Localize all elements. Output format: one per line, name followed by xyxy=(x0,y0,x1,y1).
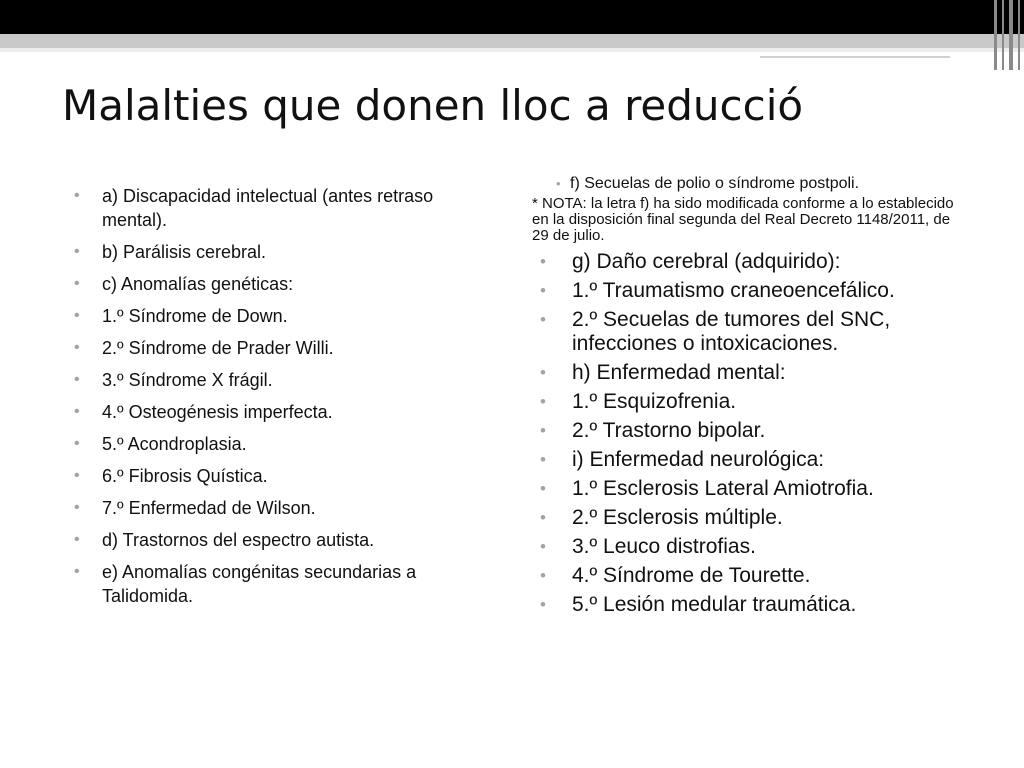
bullet-icon: • xyxy=(540,508,546,527)
list-item-text: 7.º Enfermedad de Wilson. xyxy=(102,498,316,518)
list-item-text: c) Anomalías genéticas: xyxy=(102,274,294,294)
bullet-icon: • xyxy=(74,243,80,260)
bullet-icon: • xyxy=(540,566,546,585)
list-item-text: 4.º Osteogénesis imperfecta. xyxy=(102,402,333,422)
bullet-icon: • xyxy=(74,307,80,324)
bullet-icon: • xyxy=(74,435,80,452)
list-item-text: 1.º Esquizofrenia. xyxy=(572,390,737,413)
bullet-icon: • xyxy=(74,275,80,292)
list-item-text: 5.º Lesión medular traumática. xyxy=(572,593,857,616)
list-item xyxy=(532,535,972,559)
list-item xyxy=(74,272,474,296)
list-item xyxy=(532,593,972,617)
list-item-text: 1.º Síndrome de Down. xyxy=(102,306,288,326)
list-item-text: b) Parálisis cerebral. xyxy=(102,242,267,262)
top-grey-bar xyxy=(0,34,1024,48)
bullet-icon: • xyxy=(540,363,546,382)
list-item-text: 2.º Trastorno bipolar. xyxy=(572,419,766,442)
bullet-icon: • xyxy=(540,537,546,556)
list-item-text: 3.º Síndrome X frágil. xyxy=(102,370,273,390)
bullet-icon: • xyxy=(74,499,80,516)
list-item-text: h) Enfermedad mental: xyxy=(572,361,786,384)
bullet-icon: • xyxy=(74,187,80,204)
list-item xyxy=(74,464,474,488)
bullet-icon: • xyxy=(540,281,546,300)
list-item-text: i) Enfermedad neurológica: xyxy=(572,448,825,471)
list-item xyxy=(532,279,972,303)
slide-title: Malalties que donen lloc a reducció xyxy=(62,81,804,130)
bullet-icon: • xyxy=(540,252,546,271)
bullet-icon: • xyxy=(556,176,561,191)
list-item xyxy=(74,400,474,424)
list-item-text: 4.º Síndrome de Tourette. xyxy=(572,564,811,587)
list-item-text: 2.º Síndrome de Prader Willi. xyxy=(102,338,334,358)
list-item xyxy=(532,564,972,588)
list-item-text: d) Trastornos del espectro autista. xyxy=(102,530,375,550)
top-accent-line xyxy=(760,56,950,58)
list-item xyxy=(532,448,972,472)
bullet-icon: • xyxy=(540,450,546,469)
bullet-icon: • xyxy=(540,421,546,440)
right-bullet-list xyxy=(532,250,972,617)
list-item xyxy=(74,368,474,392)
right-column xyxy=(532,174,972,622)
list-item-text: 6.º Fibrosis Quística. xyxy=(102,466,268,486)
list-item-text: 1.º Traumatismo craneoencefálico. xyxy=(572,279,895,302)
list-item xyxy=(74,336,474,360)
list-item xyxy=(532,419,972,443)
list-item xyxy=(74,304,474,328)
list-item xyxy=(532,361,972,385)
list-item-text: 1.º Esclerosis Lateral Amiotrofia. xyxy=(572,477,874,500)
top-black-bar xyxy=(0,0,1024,34)
bullet-icon: • xyxy=(540,310,546,329)
list-item xyxy=(74,560,474,608)
list-item xyxy=(532,390,972,414)
list-item-text: g) Daño cerebral (adquirido): xyxy=(572,250,841,273)
list-item xyxy=(532,174,972,194)
list-item xyxy=(74,184,474,232)
list-item-text: 2.º Secuelas de tumores del SNC, infecciones o intoxicaciones. xyxy=(572,308,891,355)
bullet-icon: • xyxy=(540,392,546,411)
list-item xyxy=(532,506,972,530)
left-bullet-list xyxy=(74,184,474,616)
list-item-text: a) Discapacidad intelectual (antes retraso mental). xyxy=(102,186,434,230)
corner-decoration xyxy=(990,0,1024,70)
list-item xyxy=(74,240,474,264)
bullet-icon: • xyxy=(74,339,80,356)
list-item-text: 5.º Acondroplasia. xyxy=(102,434,247,454)
bullet-icon: • xyxy=(74,563,80,580)
bullet-icon: • xyxy=(540,595,546,614)
list-item xyxy=(74,496,474,520)
list-item-text: e) Anomalías congénitas secundarias a Talidomida. xyxy=(102,562,417,606)
bullet-icon: • xyxy=(74,467,80,484)
list-item-text: 3.º Leuco distrofias. xyxy=(572,535,756,558)
note-text: * NOTA: la letra f) ha sido modificada conforme a lo establecido en la disposición final segunda del Real Decreto 1148/2011, de 29 de julio. xyxy=(532,195,954,244)
list-item xyxy=(532,250,972,274)
bullet-icon: • xyxy=(74,531,80,548)
bullet-icon: • xyxy=(74,371,80,388)
list-item xyxy=(74,432,474,456)
top-thin-bar xyxy=(0,48,1024,52)
bullet-icon: • xyxy=(540,479,546,498)
list-item-text: f) Secuelas de polio o síndrome postpoli. xyxy=(570,175,860,192)
list-item xyxy=(532,477,972,501)
list-item xyxy=(532,308,972,356)
list-item xyxy=(74,528,474,552)
list-item-text: 2.º Esclerosis múltiple. xyxy=(572,506,783,529)
bullet-icon: • xyxy=(74,403,80,420)
